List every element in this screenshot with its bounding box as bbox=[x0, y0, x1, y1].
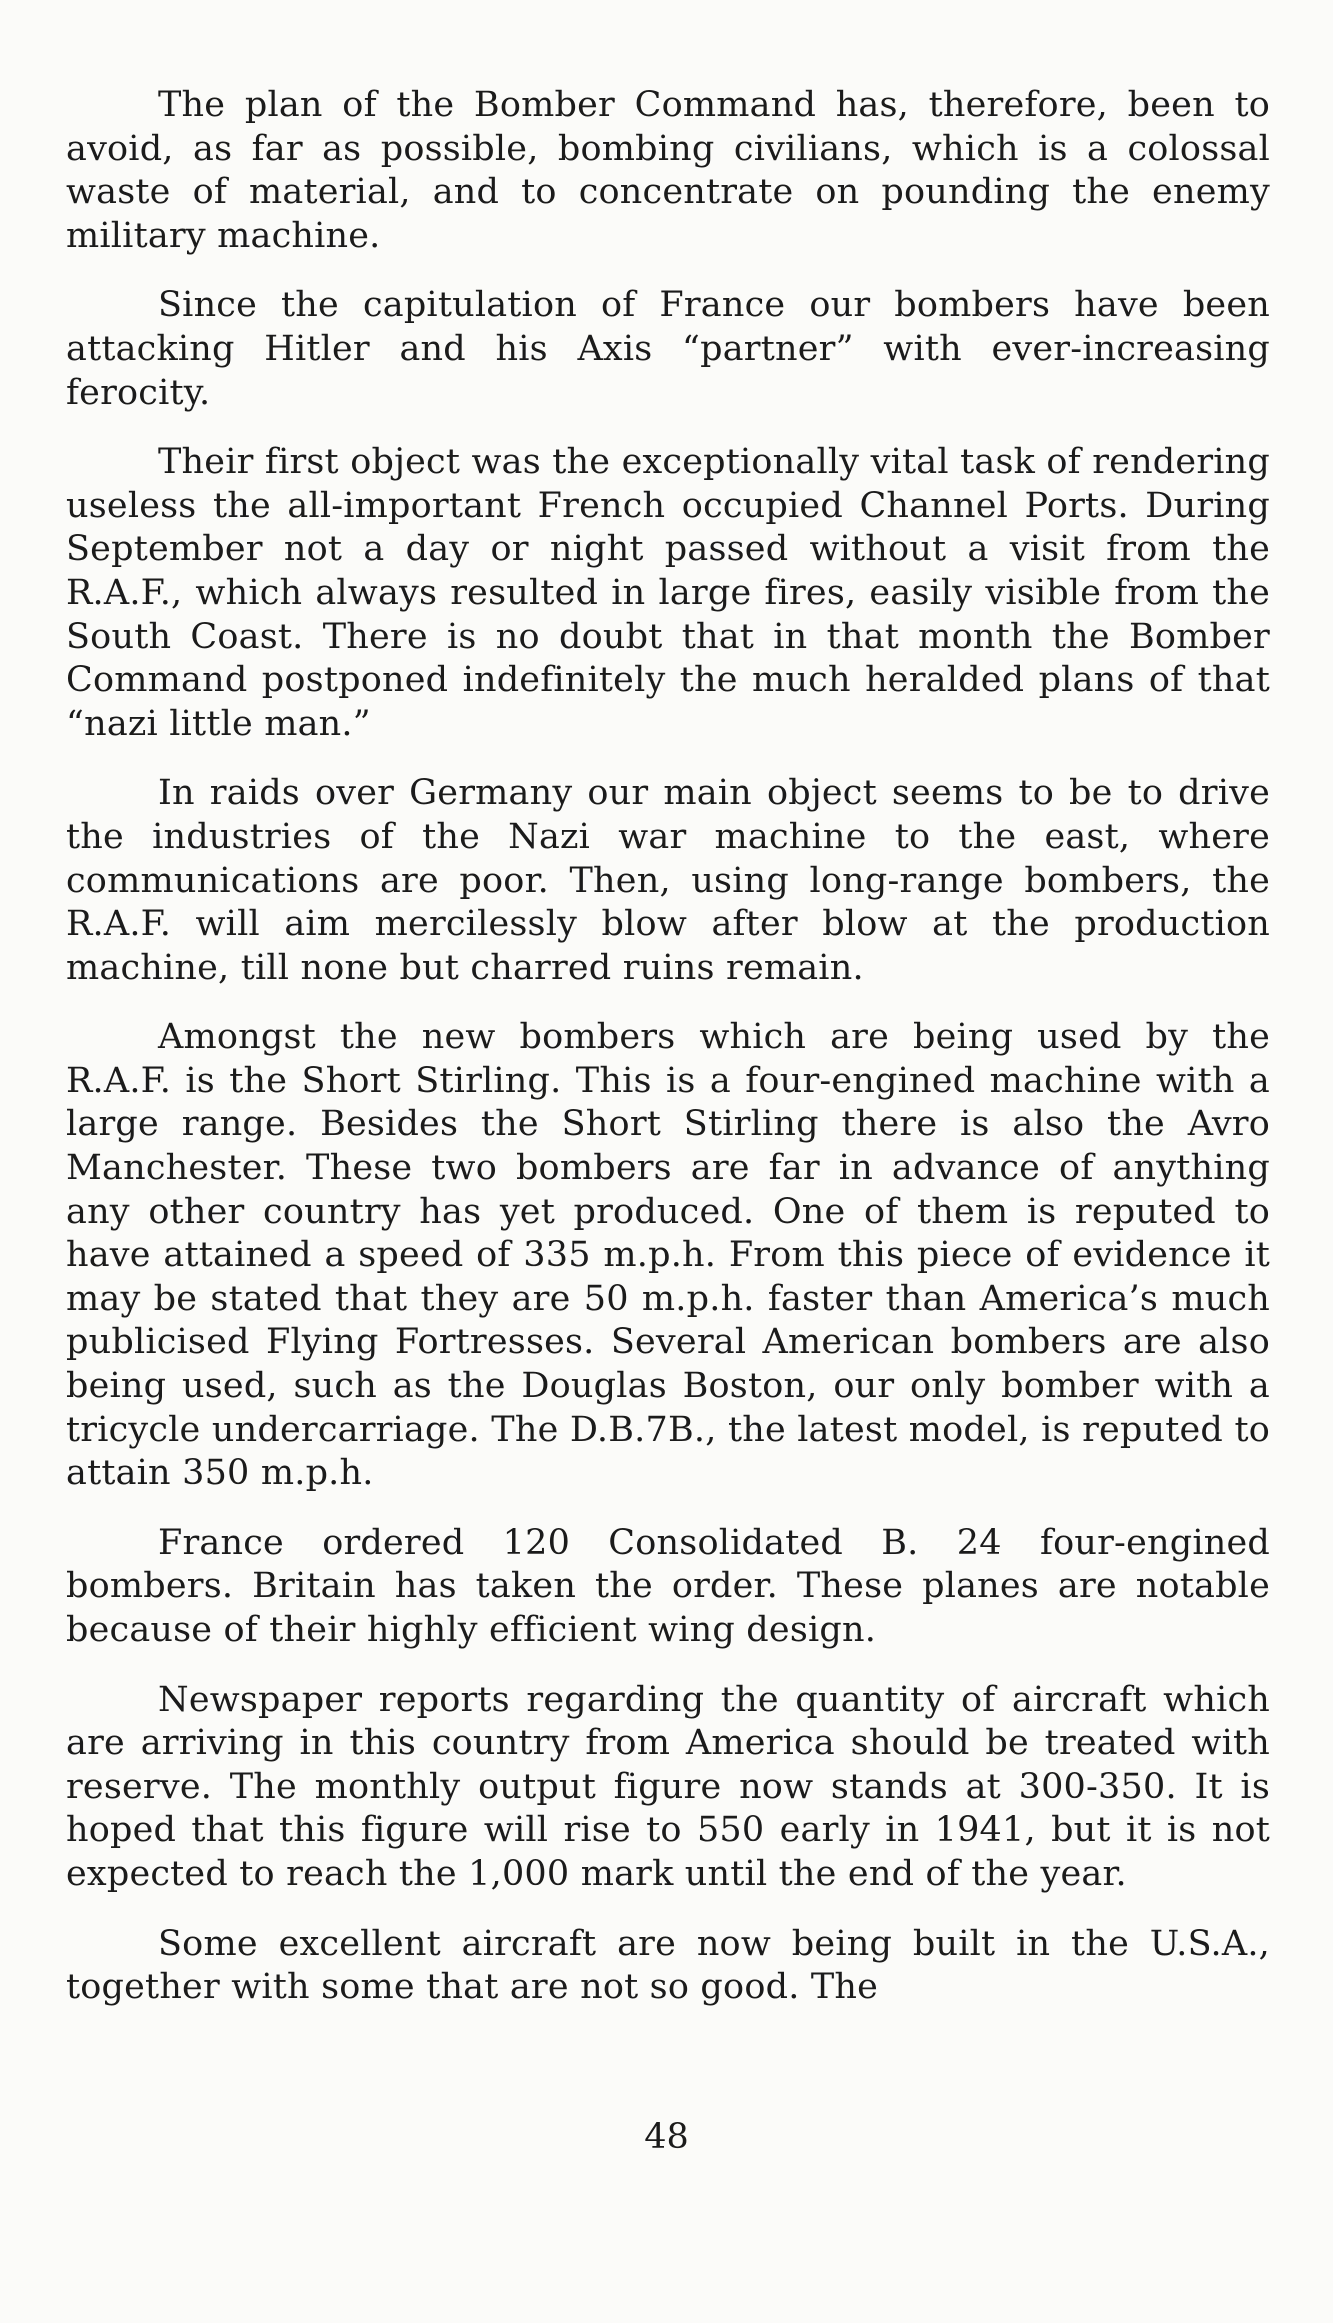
paragraph-usa-aircraft: Some excellent aircraft are now being built in the U.S.A., together with some that are not so good. The bbox=[66, 1923, 1270, 2008]
paragraph-capitulation-of-france: Since the capitulation of France our bombers have been attacking Hitler and his Axis “partner” with ever-increasing ferocity. bbox=[66, 285, 1270, 413]
paragraph-bomber-command-plan: The plan of the Bomber Command has, therefore, been to avoid, as far as possible, bombing civilians, which is a colossal waste of material, and to concentrate on pounding the enemy military machine. bbox=[66, 85, 1270, 256]
paragraph-new-bombers: Amongst the new bombers which are being used by the R.A.F. is the Short Stirling. This is a four-engined machine with a large range. Besides the Short Stirling there is also the Avro Manchester. These two bombers are far in advance of anything any other country has yet produced. One of them is reputed to have attained a speed of 335 m.p.h. From this piece of evidence it may be stated that they are 50 m.p.h. faster than America’s much publicised Flying Fortresses. Several American bombers are also being used, such as the Douglas Boston, our only bomber with a tricycle undercarriage. The D.B.7B., the latest model, is reputed to attain 350 m.p.h. bbox=[66, 1017, 1270, 1494]
paragraph-channel-ports: Their first object was the exceptionally vital task of rendering useless the all-important French occupied Channel Ports. During September not a day or night passed without a visit from the R.A.F., which always resulted in large fires, easily visible from the South Coast. There is no doubt that in that month the Bomber Command postponed indefinitely the much heralded plans of that “nazi little man.” bbox=[66, 442, 1270, 744]
paragraph-consolidated-b24: France ordered 120 Consolidated B. 24 four-engined bombers. Britain has taken the order. These planes are notable because of their highly efficient wing design. bbox=[66, 1522, 1270, 1650]
body-text bbox=[66, 84, 1270, 2036]
page-number: 48 bbox=[644, 2117, 689, 2157]
paragraph-raids-over-germany: In raids over Germany our main object seems to be to drive the industries of the Nazi war machine to the east, where communications are poor. Then, using long-range bombers, the R.A.F. will aim mercilessly blow after blow at the production machine, till none but charred ruins remain. bbox=[66, 773, 1270, 988]
paragraph-aircraft-from-america: Newspaper reports regarding the quantity of aircraft which are arriving in this country from America should be treated with reserve. The monthly output figure now stands at 300-350. It is hoped that this figure will rise to 550 early in 1941, but it is not expected to reach the 1,000 mark until the end of the year. bbox=[66, 1679, 1270, 1894]
